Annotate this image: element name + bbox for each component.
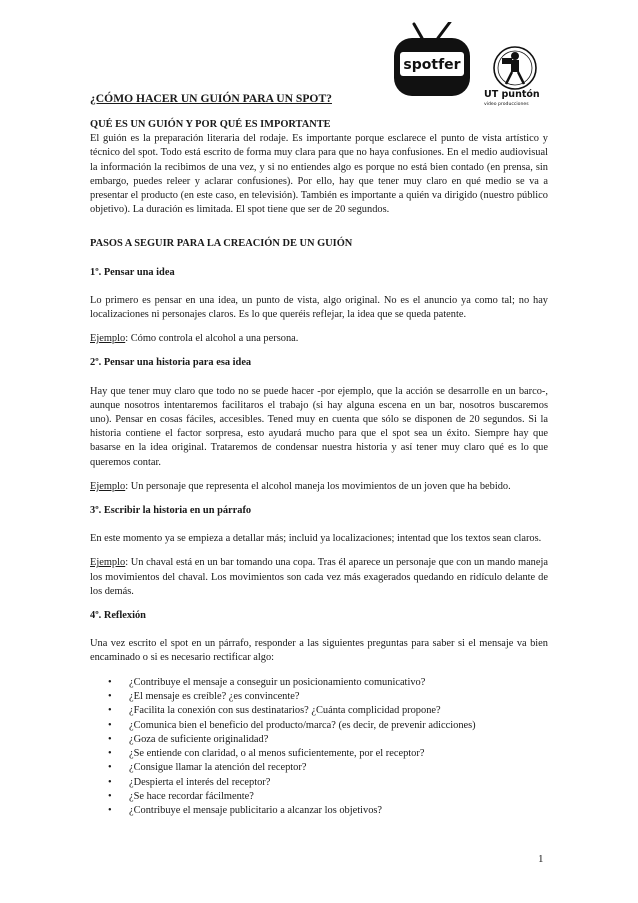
list-item: • ¿Contribuye el mensaje a conseguir un posicionamiento comunicativo? <box>108 676 548 690</box>
bullet-icon: • <box>108 762 112 774</box>
step-1-text: Lo primero es pensar en una idea, un punto de vista, algo original. No es el anuncio ya como tal; no hay localizaciones ni personajes claros. Es lo que queréis reflejar, la idea que se queda patente. <box>90 294 548 321</box>
list-item: • ¿El mensaje es creíble? ¿es convincente? <box>108 690 548 704</box>
example-label: Ejemplo <box>90 333 126 345</box>
list-item: • ¿Se entiende con claridad, o al menos suficientemente, por el receptor? <box>108 747 548 761</box>
bullet-icon: • <box>108 705 112 717</box>
example-label: Ejemplo <box>90 480 126 492</box>
page-title: ¿CÓMO HACER UN GUIÓN PARA UN SPOT? <box>90 92 332 105</box>
intro-heading: QUÉ ES UN GUIÓN Y POR QUÉ ES IMPORTANTE <box>90 119 331 130</box>
bullet-icon: • <box>108 690 112 702</box>
questions-list <box>90 676 548 819</box>
step-2-example <box>90 480 548 494</box>
bullet-icon: • <box>108 676 112 688</box>
list-item: • ¿Consigue llamar la atención del receptor? <box>108 761 548 775</box>
steps-heading: PASOS A SEGUIR PARA LA CREACIÓN DE UN GUIÓN <box>90 238 353 250</box>
list-item: • ¿Contribuye el mensaje publicitario a alcanzar los objetivos? <box>108 804 548 818</box>
step-4-text: Una vez escrito el spot en un párrafo, responder a las siguientes preguntas para saber si el mensaje va bien encaminado o si es necesario rectificar algo: <box>90 638 548 664</box>
ut-logo-text: UT puntón <box>484 89 540 100</box>
step-1-example <box>90 332 548 346</box>
step-3-text: En este momento ya se empieza a detallar más; incluid ya localizaciones; intentad que los textos sean claros. <box>90 533 542 545</box>
bullet-icon: • <box>108 748 112 760</box>
step-3-title: 3º. Escribir la historia en un párrafo <box>90 505 252 517</box>
example-label: Ejemplo <box>90 557 126 569</box>
spotfer-logo-text: spotfer <box>403 57 461 73</box>
document-body <box>90 92 548 819</box>
step-2-title: 2º. Pensar una historia para esa idea <box>90 357 252 369</box>
step-2-text: Hay que tener muy claro que todo no se puede hacer -por ejemplo, que la acción se desarrolle en un barco-, aunque nosotros intentaremos facilitaros el trabajo (si hay alguna escena en un bar, nosotros buscaremos uno). Pensar en cosas fáciles, accesibles. Tened muy en cuenta que sólo se disponen de 20 segundos. Si la historia contiene el factor sorpresa, esto ayudará mucho para que el spot sea un éxito. Siempre hay que basarse en la idea original. Trataremos de condensar nuestra historia y así tener muy claro qué es lo que queremos contar. <box>90 385 548 468</box>
page-number: 1 <box>538 853 544 865</box>
list-item: • ¿Comunica bien el beneficio del producto/marca? (es decir, de prevenir adicciones) <box>108 719 548 733</box>
ut-logo-subtext: video producciones <box>484 102 529 106</box>
list-item: • ¿Goza de suficiente originalidad? <box>108 733 548 747</box>
bullet-icon: • <box>108 733 112 745</box>
list-item: • ¿Facilita la conexión con sus destinatarios? ¿Cuánta complicidad propone? <box>108 704 548 718</box>
bullet-icon: • <box>108 776 112 788</box>
step-1-title: 1º. Pensar una idea <box>90 266 175 278</box>
intro-paragraph: El guión es la preparación literaria del rodaje. Es importante porque esclarece el punto de vista artístico y técnico del spot. Todo está escrito de forma muy clara para que no haya confusiones. En el medio audiovisual la información la recibimos de una vez, y si no entiendes algo es porque no está bien contado (en prensa, sin embargo, puedes releer y aclarar confusiones). Por ello, hay que tener muy claro en qué medio se va a presentar el producto (en este caso, en televisión). También es importante a quién va dirigido (nuestro público objetivo). La duración es limitada. El spot tiene que ser de 20 segundos. <box>90 133 548 216</box>
bullet-icon: • <box>108 805 112 817</box>
bullet-icon: • <box>108 719 112 731</box>
step-4-title: 4º. Reflexión <box>90 610 146 622</box>
step-1-example-text: : Cómo controla el alcohol a una persona. <box>125 333 299 345</box>
bullet-icon: • <box>108 791 112 803</box>
list-item: • ¿Se hace recordar fácilmente? <box>108 790 548 804</box>
step-2-example-text: : Un personaje que representa el alcohol maneja los movimientos de un joven que ha bebido. <box>125 480 511 492</box>
list-item: • ¿Despierta el interés del receptor? <box>108 776 548 790</box>
step-3-example <box>90 556 548 599</box>
step-3-example-text: : Un chaval está en un bar tomando una copa. Tras él aparece un personaje que con un mando maneja los movimientos del chaval. Los movimientos son cada vez más exagerados quedando en ridículo delante de los demás. <box>90 557 548 597</box>
